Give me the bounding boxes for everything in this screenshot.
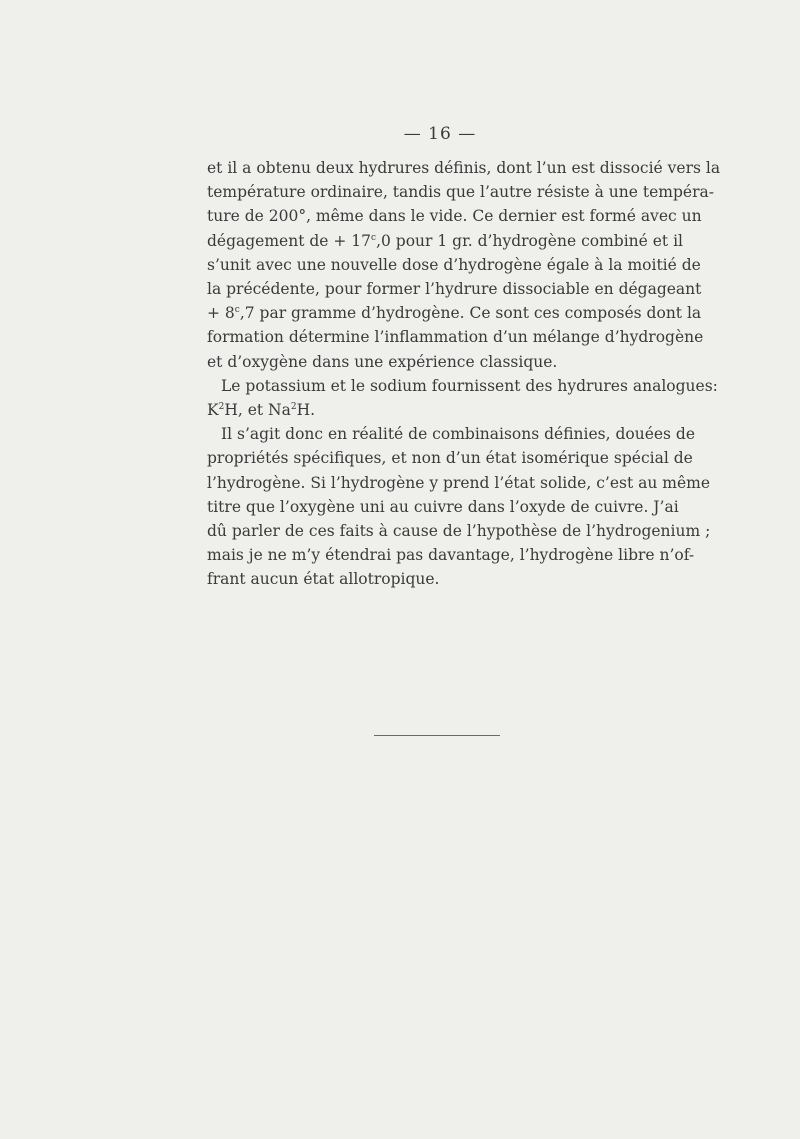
text-line: titre que l’oxygène uni au cuivre dans l’oxyde de cuivre. J’ai	[207, 497, 679, 516]
text-line: température ordinaire, tandis que l’autre résiste à une tempéra-	[207, 183, 714, 202]
end-rule	[374, 735, 500, 736]
text-line: $K^2H$, et Na$^2$H.	[207, 401, 316, 420]
text-line: Le potassium et le sodium fournissent des hydrures analogues:	[221, 376, 718, 395]
text-line: l’hydrogène. Si l’hydrogène y prend l’état solide, c’est au même	[207, 473, 710, 492]
text-line: + $8^c,7$ par gramme d’hydrogène. Ce sont ces composés dont la	[207, 304, 702, 323]
text-line: propriétés spécifiques, et non d’un état isomérique spécial de	[207, 449, 693, 468]
text-line: s’unit avec une nouvelle dose d’hydrogène égale à la moitié de	[207, 255, 701, 274]
text-line: et d’oxygène dans une expérience classique.	[207, 352, 558, 371]
text-line: dégagement de + $17^c,0$ pour 1 gr. d’hydrogène combiné et il	[207, 231, 683, 250]
body-text	[207, 156, 721, 592]
text-line: Il s’agit donc en réalité de combinaisons définies, douées de	[221, 425, 696, 444]
text-line: mais je ne m’y étendrai pas davantage, l’hydrogène libre n’of-	[207, 546, 695, 565]
text-line: ture de 200°, même dans le vide. Ce dernier est formé avec un	[207, 207, 702, 226]
text-line: la précédente, pour former l’hydrure dissociable en dégageant	[207, 280, 702, 299]
text-line: formation détermine l’inflammation d’un mélange d’hydrogène	[207, 328, 704, 347]
text-line: dû parler de ces faits à cause de l’hypothèse de l’hydrogenium ;	[207, 522, 711, 541]
text-line: frant aucun état allotropique.	[207, 570, 440, 589]
text-line: et il a obtenu deux hydrures définis, dont l’un est dissocié vers la	[207, 159, 721, 177]
page-number: — 16 —	[403, 124, 477, 144]
